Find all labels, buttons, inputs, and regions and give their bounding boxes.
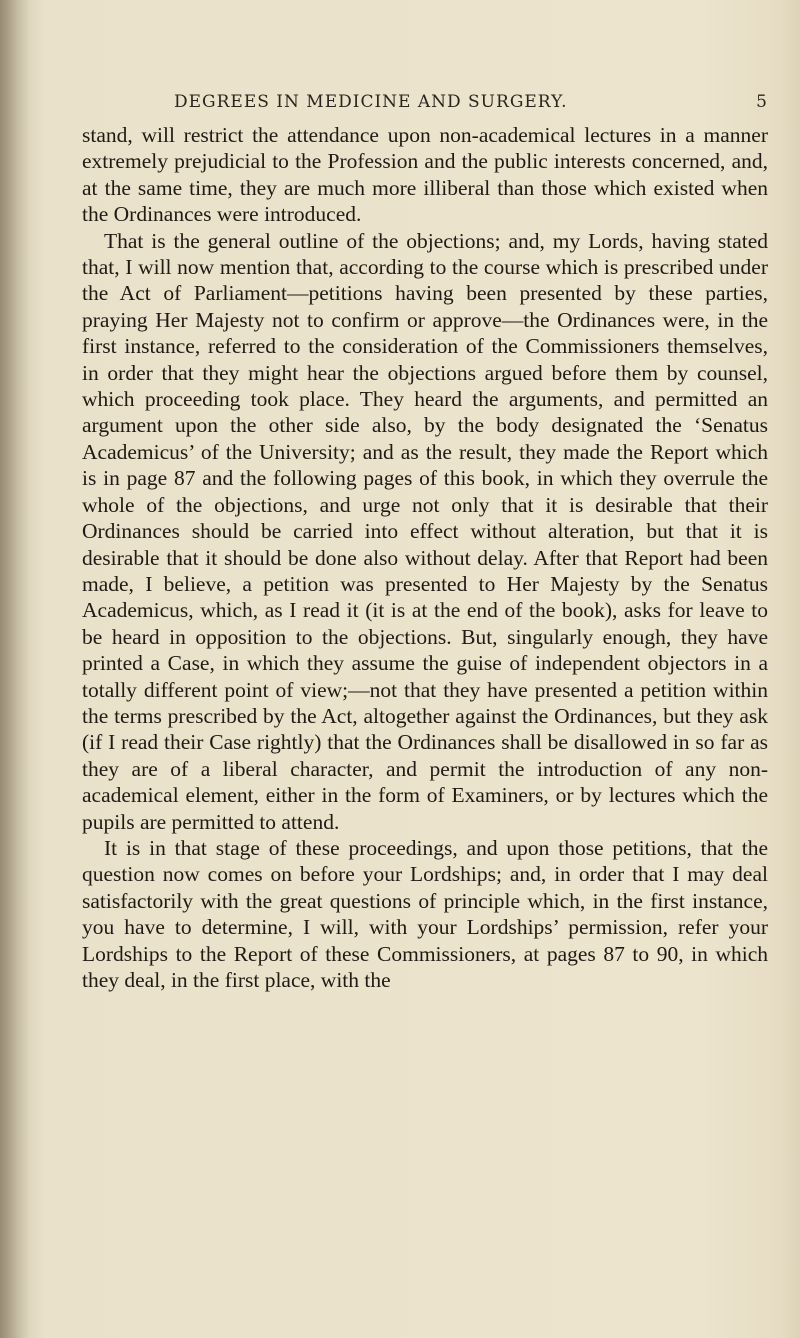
paragraph-2: That is the general outline of the objections; and, my Lords, having stated that, I will now mention that, according to the course which is prescribed under the Act of Parliament—petitions having been presented by these parties, praying Her Majesty not to confirm or approve—the Ordinances were, in the first instance, referred to the consideration of the Commissioners themselves, in order that they might hear the objections argued before them by counsel, which proceeding took place. They heard the arguments, and permitted an argument upon the other side also, by the body designated the ‘Senatus Academicus’ of the University; and as the result, they made the Report which is in page 87 and the following pages of this book, in which they overrule the whole of the objections, and urge not only that it is desirable that their Ordinances should be carried into effect without alteration, but that it is desirable that it should be done also without delay. After that Report had been made, I believe, a petition was presented to Her Majesty by the Senatus Academicus, which, as I read it (it is at the end of the book), asks for leave to be heard in opposition to the objections. But, singularly enough, they have printed a Case, in which they assume the guise of independent objectors in a totally different point of view;—not that they have presented a petition within the terms prescribed by the Act, altogether against the Ordinances, but they ask (if I read their Case rightly) that the Ordinances shall be disallowed in so far as they are of a liberal character, and permit the introduction of any non-academical element, either in the form of Examiners, or by lectures which the pupils are permitted to attend. <box>82 228 768 834</box>
running-title: DEGREES IN MEDICINE AND SURGERY. <box>174 92 568 112</box>
paragraph-3: It is in that stage of these proceedings, and upon those petitions, that the question now comes on before your Lordships; and, in order that I may deal satisfactorily with the great questions of principle which, in the first instance, you have to determine, I will, with your Lordships’ permission, refer your Lordships to the Report of these Commissioners, at pages 87 to 90, in which they deal, in the first place, with the <box>82 835 768 992</box>
page-number: 5 <box>756 92 768 112</box>
paragraph-1: stand, will restrict the attendance upon non-academical lectures in a manner extremely prejudicial to the Profession and the public interests concerned, and, at the same time, they are much more illiberal than those which existed when the Ordinances were introduced. <box>82 123 768 227</box>
binding-shadow <box>0 0 30 1338</box>
body-text <box>82 122 768 993</box>
